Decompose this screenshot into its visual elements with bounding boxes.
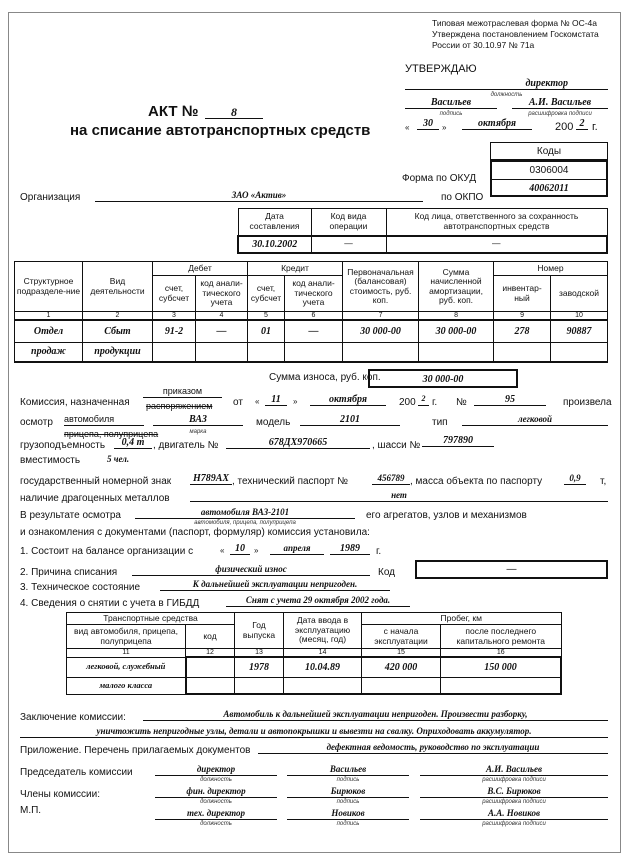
type-label: тип [432,417,448,428]
metals-label: наличие драгоценных металлов [20,493,170,504]
col-num: 5 [248,312,285,321]
cell [343,342,419,362]
approve-day: 30 [417,118,439,130]
col-num: 16 [441,649,561,658]
order-number: 95 [474,394,546,406]
col-num: 9 [494,312,551,321]
th-year: Год выпуска [235,613,284,649]
cell: 91-2 [153,320,196,342]
cell: — [196,320,248,342]
cell [153,342,196,362]
chair-signature: Васильев [287,764,409,776]
signature-caption: подпись [439,111,463,117]
th-date-entry: Дата ввода в эксплуатацию (месяц, год) [284,613,362,649]
form-note-line: России от 30.10.97 № 71а [432,40,535,50]
member2-position: тех. директор [155,808,277,820]
num-label: № [456,397,467,408]
col-num: 14 [284,649,362,658]
date-value: 30.10.2002 [238,236,311,253]
plate-label: государственный номерной знак [20,476,172,487]
vehicle-option: автомобиля [64,414,144,426]
order-option: приказом [143,386,222,398]
col-num: 4 [196,312,248,321]
signature-caption: подпись [336,821,360,827]
inspect-label: осмотр [20,417,53,428]
quote-close: » [254,546,259,555]
chassis-value: 797890 [422,435,494,447]
result-tail: его агрегатов, узлов и механизмов [366,510,527,521]
signature-caption: подпись [336,777,360,783]
col-num: 12 [186,649,235,658]
attachment-value: дефектная ведомость, руководство по эксплуатации [258,742,608,754]
commission-label: Комиссия, назначенная [20,397,130,408]
state-value: К дальнейшей эксплуатации непригоден. [160,579,390,591]
balance-label: 1. Состоит на балансе организации с [20,546,194,557]
cell: 90887 [551,320,608,342]
col-num: 15 [362,649,441,658]
cell [284,677,362,694]
th-from-start: с начала эксплуатации [362,625,441,649]
th-number: Номер [494,262,608,276]
form-note-line: Утверждена постановлением Госкомстата [432,29,599,39]
cell [196,342,248,362]
th-activity: Вид деятельности [83,262,153,312]
op-code-value: — [311,236,386,253]
th-mileage: Пробег, км [362,613,561,625]
th-credit-analytic: код анали-тического учета [285,276,343,312]
member1-signature: Бирюков [287,786,409,798]
approver-signature: Васильев [405,97,497,109]
cell [551,342,608,362]
th-subdivision: Структурное подразделе-ние [15,262,83,312]
col-num: 7 [343,312,419,321]
act-subtitle: на списание автотранспортных средств [70,122,371,139]
th-debit: Дебет [153,262,248,276]
balance-year: 1989 [330,543,370,555]
th-initial-cost: Первоначальная (балансовая) стоимость, руб. коп. [343,262,419,312]
wear-value: 30 000-00 [368,369,518,388]
okpo-label: по ОКПО [441,192,484,203]
balance-end: г. [376,546,382,557]
chair-label: Председатель комиссии [20,767,133,778]
th-debit-account: счет, субсчет [153,276,196,312]
approve-year-prefix: 200 [555,121,574,133]
name-caption: расшифровка подписи [528,111,592,117]
plate-value: Н789АХ [190,473,232,485]
cell: — [285,320,343,342]
col-num: 11 [67,649,186,658]
engine-label: , двигатель № [153,440,219,451]
approve-year: 2 [576,118,588,130]
col-num: 6 [285,312,343,321]
approve-label: УТВЕРЖДАЮ [405,63,477,75]
gibdd-label: 4. Сведения о снятии с учета в ГИБДД [20,598,200,609]
position-caption: должность [490,92,523,98]
quote-close: » [293,397,298,406]
name-caption: расшифровка подписи [482,821,546,827]
reason-code: — [415,560,608,579]
name-caption: расшифровка подписи [482,799,546,805]
col-num: 13 [235,649,284,658]
approver-name: А.И. Васильев [512,97,608,109]
th-debit-analytic: код анали-тического учета [196,276,248,312]
order-day: 11 [265,394,287,406]
chassis-label: , шасси № [372,440,421,451]
okpo-code: 40062011 [529,183,569,194]
date-table [237,208,608,254]
model-label: модель [256,417,291,428]
th-kind: вид автомобиля, прицепа, полуприцепа [67,625,186,649]
quote-close: » [442,123,447,132]
cell [419,342,494,362]
th-code: код [186,625,235,649]
mass-unit: т, [600,476,607,487]
th-inventory: инвентар-ный [494,276,551,312]
state-label: 3. Техническое состояние [20,582,141,593]
cell [494,342,551,362]
cell: 150 000 [441,657,561,677]
member1-position: фин. директор [155,786,277,798]
result-label: В результате осмотра [20,510,121,521]
cell: продукции [83,342,153,362]
member2-name: А.А. Новиков [420,808,608,820]
member2-signature: Новиков [287,808,409,820]
passport-value: 456789 [372,473,410,485]
th-factory: заводской [551,276,608,312]
year-end: г. [432,397,438,408]
brand-caption: марка [189,429,207,435]
act-label: АКТ № [148,103,199,120]
th-date: Дата составления [238,209,311,236]
form-note-line: Типовая межотраслевая форма № ОС-4а [432,18,598,28]
quote-open: « [405,123,410,132]
code-label: Код [378,567,396,578]
col-num: 2 [83,312,153,321]
order-year-prefix: 200 [399,397,416,408]
act-number: 8 [205,105,263,119]
codes-box [490,160,608,197]
order-year: 2 [418,394,429,406]
conclusion-line1: Автомобиль к дальнейшей эксплуатации непригоден. Произвести разборку, [143,709,608,721]
main-table [14,261,608,363]
mass-value: 0,9 [564,473,586,485]
position-caption: должность [200,777,232,783]
table-row [67,657,562,677]
codes-header: Коды [490,142,608,160]
type-value: легковой [462,414,608,426]
org-value: ЗАО «Актив» [95,190,423,202]
member1-name: В.С. Бирюков [420,786,608,798]
balance-day: 10 [230,543,250,555]
engine-value: 678ДХ970665 [226,437,370,449]
cell: продаж [15,342,83,362]
position-caption: должность [200,821,232,827]
metals-value: нет [190,490,608,502]
org-label: Организация [20,192,81,203]
stamp-label: М.П. [20,805,42,816]
cell [285,342,343,362]
trailer-option: прицепа, полуприцепа [64,429,159,439]
col-num: 10 [551,312,608,321]
cell: легковой, служебный [67,657,186,677]
approver-position: директор [405,78,608,90]
directive-option: распоряжением [146,401,213,411]
cell [441,677,561,694]
performed-label: произвела [563,397,612,408]
col-num: 1 [15,312,83,321]
cell: малого класса [67,677,186,694]
from-label: от [233,397,243,408]
signature-caption: подпись [336,799,360,805]
passport-label: , технический паспорт № [232,476,348,487]
reason-label: 2. Причина списания [20,567,118,578]
seats-label: вместимость [20,455,81,466]
table-row [15,342,608,362]
quote-open: « [255,397,260,406]
col-num: 3 [153,312,196,321]
year-suffix: г. [592,121,598,133]
table-row [15,320,608,342]
okud-label: Форма по ОКУД [402,173,477,184]
cell [248,342,285,362]
capacity-value: 0,4 т [114,437,152,449]
th-responsible: Код лица, ответственного за сохранность автотранспортных средств [386,209,607,236]
cell [235,677,284,694]
gibdd-value: Снят с учета 29 октября 2002 года. [226,595,410,607]
attachment-label: Приложение. Перечень прилагаемых документов [20,745,251,756]
th-after-repair: после последнего капитального ремонта [441,625,561,649]
quote-open: « [220,546,225,555]
model-value: 2101 [300,414,400,426]
th-credit: Кредит [248,262,343,276]
brand-value: ВАЗ [153,414,243,426]
cell: 1978 [235,657,284,677]
cell: 278 [494,320,551,342]
table-row [67,677,562,694]
cell: Отдел [15,320,83,342]
cell: 30 000-00 [419,320,494,342]
mass-label: , масса объекта по паспорту [410,476,543,487]
approve-month: октября [462,118,532,130]
position-caption: должность [200,799,232,805]
col-num: 8 [419,312,494,321]
seats-value: 5 чел. [107,454,130,464]
chair-position: директор [155,764,277,776]
cell: 420 000 [362,657,441,677]
th-op-code: Код вида операции [311,209,386,236]
reason-value: физический износ [132,564,370,576]
balance-month: апреля [270,543,324,555]
cell [362,677,441,694]
result-value: автомобиля ВАЗ-2101 [135,507,355,519]
order-month: октября [310,394,386,406]
conclusion-label: Заключение комиссии: [20,712,126,723]
cell [186,657,235,677]
vehicle-table [66,612,562,695]
conclusion-line2: уничтожить непригодные узлы, детали и автопокрышки и вывезти на свалку. Оприходовать аккумулятор. [20,726,608,738]
capacity-label: грузоподъемность [20,440,106,451]
result-caption: автомобиля, прицепа, полуприцепа [194,520,296,526]
name-caption: расшифровка подписи [482,777,546,783]
th-transport: Транспортные средства [67,613,235,625]
okud-code: 0306004 [492,162,606,180]
members-label: Члены комиссии: [20,789,101,800]
established-text: и ознакомления с документами (паспорт, формуляр) комиссия установила: [20,527,370,538]
th-credit-account: счет, субсчет [248,276,285,312]
th-depreciation: Сумма начисленной амортизации, руб. коп. [419,262,494,312]
form-note [432,18,599,51]
cell: 30 000-00 [343,320,419,342]
chair-name: А.И. Васильев [420,764,608,776]
cell [186,677,235,694]
responsible-value: — [386,236,607,253]
wear-label: Сумма износа, руб. коп. [269,372,381,383]
cell: 10.04.89 [284,657,362,677]
cell: Сбыт [83,320,153,342]
cell: 01 [248,320,285,342]
